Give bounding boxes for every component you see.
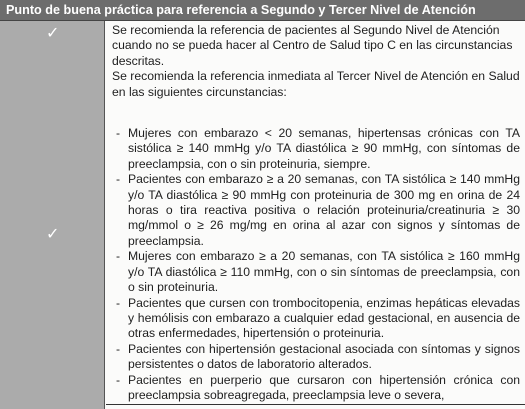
bullet-dash: - [116,249,121,264]
list-item-text: Mujeres con embarazo ≥ a 20 semanas, con TA sistólica ≥ 160 mmHg y/o TA diastólica ≥ 110 mmHg, con o sin síntomas de preeclampsia, con o sin proteinuria. [128,249,520,295]
bullet-dash: - [116,341,121,356]
table-header-title: Punto de buena práctica para referencia a Segundo y Tercer Nivel de Atención [6,3,476,17]
list-item [112,342,520,373]
referral-criteria-list [112,126,520,403]
bullet-dash: - [116,372,121,387]
list-item [112,172,520,249]
list-item [112,126,520,172]
bullet-dash: - [116,295,121,310]
intro-paragraph-2: Se recomienda la referencia inmediata al Tercer Nivel de Atención en Salud en las siguientes circunstancias: [112,69,520,99]
list-item-text: Pacientes que cursen con trombocitopenia, enzimas hepáticas elevadas y hemólisis con embarazo a cualquier edad gestacional, en ausencia de otras enfermedades, hipertensión o proteinuria. [128,295,520,341]
checkmark-icon: ✓ [46,226,60,243]
bottom-border [106,404,525,405]
list-item-text: Mujeres con embarazo < 20 semanas, hipertensas crónicas con TA sistólica ≥ 140 mmHg y/o TA diastólica ≥ 90 mmHg, con síntomas de preeclampsia, con o sin proteinuria, siempre. [128,126,520,171]
bullet-dash: - [116,126,121,141]
recommendation-grade-column [0,21,105,409]
list-item [112,373,520,404]
intro-paragraph-1: Se recomienda la referencia de pacientes al Segundo Nivel de Atención cuando no se pueda hacer al Centro de Salud tipo C en las circunstancias descritas. [112,23,513,68]
list-item [112,249,520,295]
list-item-text: Pacientes con embarazo ≥ a 20 semanas, con TA sistólica ≥ 140 mmHg y/o TA diastólica ≥ 90 mmHg con proteinuria de 300 mg en orina de 24 horas o tira reactiva positiva o relación proteinuria/creatinuria ≥ 30 mg/mmol o ≥ 26 mg/mg en orina al azar con signos y síntomas de preeclampsia. [128,172,520,248]
recommendation-text [112,23,520,403]
table-header [0,0,525,21]
list-item-text: Pacientes con hipertensión gestacional asociada con síntomas y signos persistentes o datos de laboratorio alterados. [128,341,520,372]
list-item [112,296,520,342]
bullet-dash: - [116,172,121,187]
checkmark-icon: ✓ [46,25,60,42]
list-item-text: Pacientes en puerperio que cursaron con hipertensión crónica con preeclampsia sobreagregada, preeclampsia leve o severa, [128,372,520,402]
